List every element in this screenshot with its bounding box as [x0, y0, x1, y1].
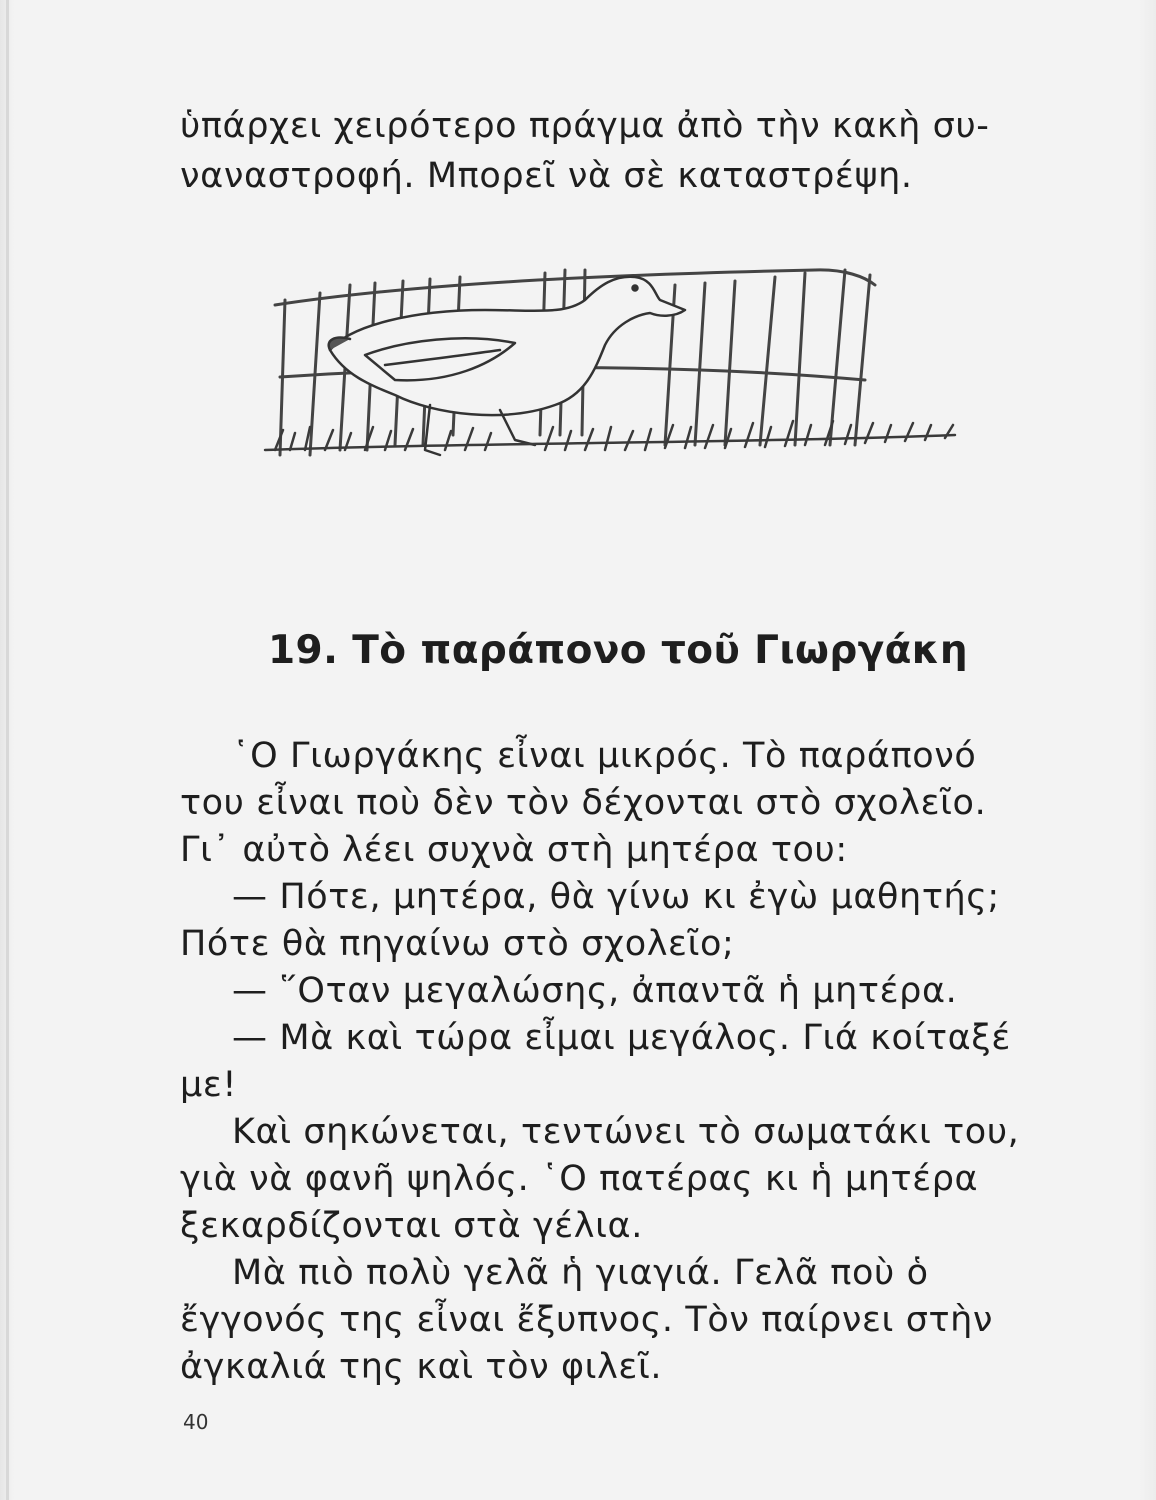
duck-fence-icon — [255, 255, 975, 470]
body-line: Καὶ σηκώνεται, τεντώνει τὸ σωματάκι του, — [232, 1112, 1020, 1152]
chapter-title: 19. Τὸ παράπονο τοῦ Γιωργάκη — [268, 628, 969, 673]
body-line: — Πότε, μητέρα, θὰ γίνω κι ἐγὼ μαθητής; — [232, 877, 1000, 917]
body-line: — ῞Οταν μεγαλώσης, ἀπαντᾶ ἡ μητέρα. — [232, 971, 958, 1011]
body-line: Γι᾽ αὐτὸ λέει συχνὰ στὴ μητέρα του: — [180, 830, 848, 870]
body-line: γιὰ νὰ φανῆ ψηλός. ῾Ο πατέρας κι ἡ μητέρα — [180, 1159, 979, 1199]
page-number: 40 — [183, 1410, 209, 1434]
body-line: με! — [180, 1065, 238, 1105]
body-line: Μὰ πιὸ πολὺ γελᾶ ἡ γιαγιά. Γελᾶ ποὺ ὁ — [232, 1253, 929, 1293]
body-line: ἀγκαλιά της καὶ τὸν φιλεῖ. — [180, 1347, 663, 1387]
body-line: Πότε θὰ πηγαίνω στὸ σχολεῖο; — [180, 924, 735, 964]
body-line: — Μὰ καὶ τώρα εἶμαι μεγάλος. Γιά κοίταξέ — [232, 1018, 1011, 1058]
body-line: ἔγγονός της εἶναι ἔξυπνος. Τὸν παίρνει στὴν — [180, 1300, 994, 1340]
intro-line: ὑπάρχει χειρότερο πράγμα ἀπὸ τὴν κακὴ συ- — [180, 106, 990, 146]
body-line: ῾Ο Γιωργάκης εἶναι μικρός. Τὸ παράπονό — [232, 736, 977, 776]
intro-line: ναναστροφή. Μπορεῖ νὰ σὲ καταστρέψη. — [180, 156, 913, 196]
body-line: ξεκαρδίζονται στὰ γέλια. — [180, 1206, 643, 1246]
body-line: του εἶναι ποὺ δὲν τὸν δέχονται στὸ σχολεῖο. — [180, 783, 987, 823]
page-spine-shadow — [6, 0, 9, 1500]
